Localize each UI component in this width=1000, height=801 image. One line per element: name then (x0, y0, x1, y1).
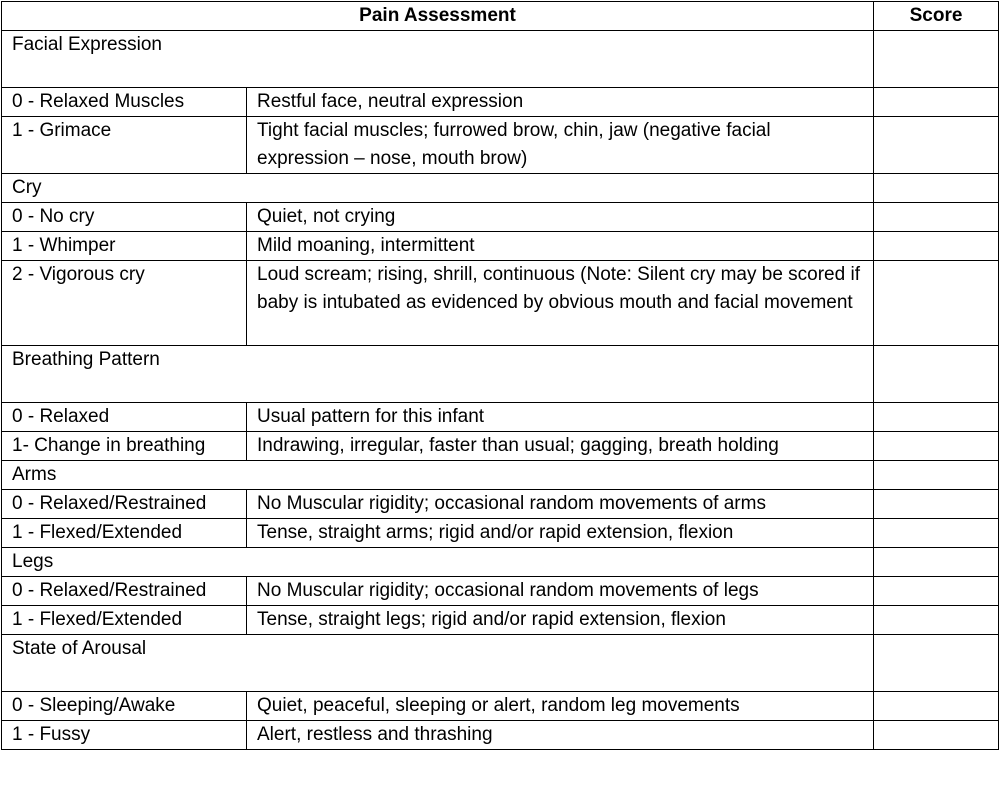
item-label: 0 - No cry (2, 203, 247, 232)
item-label: 1- Change in breathing (2, 432, 247, 461)
item-description: Quiet, not crying (247, 203, 874, 232)
category-label: Legs (2, 548, 874, 577)
item-label: 2 - Vigorous cry (2, 261, 247, 346)
category-row-arms (2, 461, 999, 490)
item-label: 0 - Relaxed/Restrained (2, 490, 247, 519)
category-label: Cry (2, 174, 874, 203)
table-row (2, 490, 999, 519)
item-description: Mild moaning, intermittent (247, 232, 874, 261)
score-cell[interactable] (874, 117, 999, 174)
item-label: 1 - Flexed/Extended (2, 606, 247, 635)
score-cell[interactable] (874, 232, 999, 261)
score-cell[interactable] (874, 174, 999, 203)
pain-assessment-table (1, 1, 999, 750)
score-cell[interactable] (874, 519, 999, 548)
item-label: 1 - Whimper (2, 232, 247, 261)
item-description: Tight facial muscles; furrowed brow, chin, jaw (negative facial expression – nose, mouth brow) (247, 117, 874, 174)
section-row-breathing-pattern (2, 346, 999, 403)
table-row (2, 432, 999, 461)
item-label: 1 - Flexed/Extended (2, 519, 247, 548)
score-cell[interactable] (874, 490, 999, 519)
item-description: Tense, straight legs; rigid and/or rapid extension, flexion (247, 606, 874, 635)
score-cell[interactable] (874, 203, 999, 232)
item-description: Quiet, peaceful, sleeping or alert, random leg movements (247, 692, 874, 721)
table-row (2, 692, 999, 721)
score-cell[interactable] (874, 88, 999, 117)
section-row-state-of-arousal (2, 635, 999, 692)
section-heading: Breathing Pattern (2, 346, 874, 403)
table-row (2, 203, 999, 232)
table-row (2, 519, 999, 548)
score-cell[interactable] (874, 635, 999, 692)
table-row (2, 261, 999, 346)
pain-assessment-header: Pain Assessment (2, 2, 874, 31)
item-label: 1 - Fussy (2, 721, 247, 750)
score-cell[interactable] (874, 261, 999, 346)
table-row (2, 88, 999, 117)
section-heading: Facial Expression (2, 31, 874, 88)
item-description: Usual pattern for this infant (247, 403, 874, 432)
item-description: No Muscular rigidity; occasional random movements of arms (247, 490, 874, 519)
table-row (2, 117, 999, 174)
score-header: Score (874, 2, 999, 31)
item-label: 1 - Grimace (2, 117, 247, 174)
item-description: Loud scream; rising, shrill, continuous (Note: Silent cry may be scored if baby is intubated as evidenced by obvious mouth and facial movement (247, 261, 874, 346)
table-row (2, 577, 999, 606)
item-label: 0 - Sleeping/Awake (2, 692, 247, 721)
category-label: Arms (2, 461, 874, 490)
table-row (2, 721, 999, 750)
score-cell[interactable] (874, 548, 999, 577)
score-cell[interactable] (874, 606, 999, 635)
item-description: Tense, straight arms; rigid and/or rapid extension, flexion (247, 519, 874, 548)
table-row (2, 232, 999, 261)
header-row (2, 2, 999, 31)
item-label: 0 - Relaxed Muscles (2, 88, 247, 117)
item-description: Alert, restless and thrashing (247, 721, 874, 750)
item-description: Restful face, neutral expression (247, 88, 874, 117)
score-cell[interactable] (874, 721, 999, 750)
category-row-legs (2, 548, 999, 577)
table-row (2, 606, 999, 635)
item-label: 0 - Relaxed/Restrained (2, 577, 247, 606)
score-cell[interactable] (874, 577, 999, 606)
score-cell[interactable] (874, 346, 999, 403)
item-description: Indrawing, irregular, faster than usual; gagging, breath holding (247, 432, 874, 461)
item-description: No Muscular rigidity; occasional random movements of legs (247, 577, 874, 606)
table-row (2, 403, 999, 432)
item-label: 0 - Relaxed (2, 403, 247, 432)
score-cell[interactable] (874, 461, 999, 490)
score-cell[interactable] (874, 31, 999, 88)
section-row-facial-expression (2, 31, 999, 88)
score-cell[interactable] (874, 432, 999, 461)
score-cell[interactable] (874, 692, 999, 721)
category-row-cry (2, 174, 999, 203)
section-heading: State of Arousal (2, 635, 874, 692)
score-cell[interactable] (874, 403, 999, 432)
